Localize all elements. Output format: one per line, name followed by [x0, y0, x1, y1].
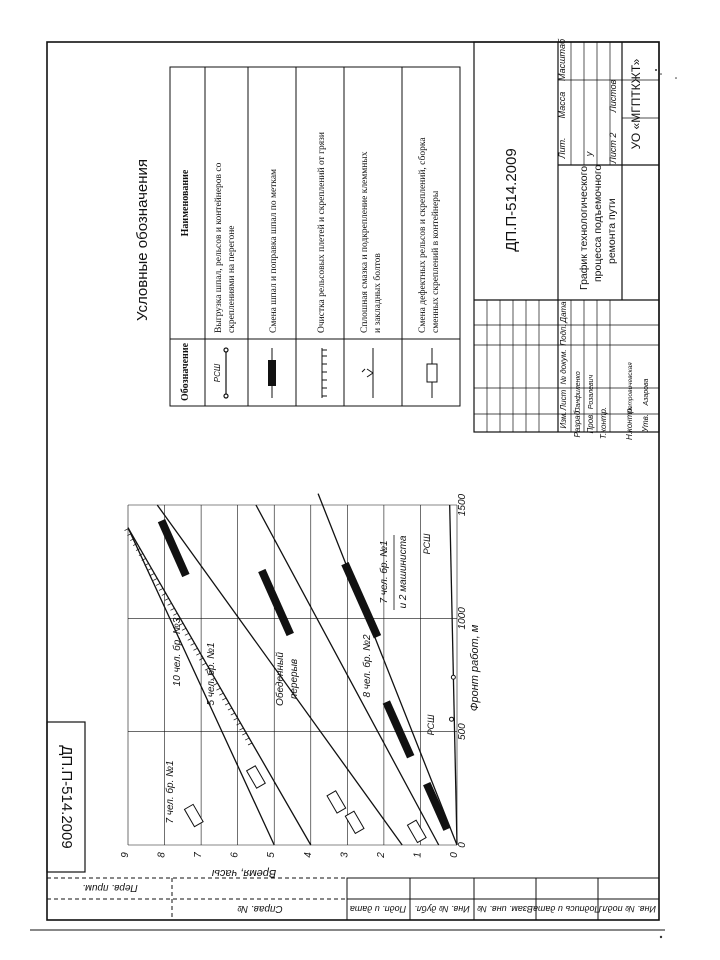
- chart-y-axis-label: Время, часы: [211, 867, 277, 879]
- hatch-tick: [170, 608, 174, 610]
- legend-symbol-rsh: [224, 348, 228, 398]
- annotation-8-brig-2: 8 чел. бр. №2: [362, 634, 373, 698]
- hatch-tick: [150, 573, 154, 575]
- hatch-tick: [162, 593, 166, 595]
- y-tick-label-2: 2: [375, 852, 387, 858]
- hatch-tick: [168, 603, 172, 605]
- legend: [134, 67, 460, 406]
- stamp-lit-label: Лит.: [557, 137, 567, 159]
- x-tick-label-1000: 1000: [457, 607, 468, 630]
- stamp-title: График технологического процесса подъемочного ремонта пути: [578, 164, 618, 290]
- white-box-4: [345, 811, 364, 833]
- stamp-name-prov: Розалевич: [588, 374, 595, 410]
- legend-row-name-3: Очистка рельсовых плетей и скреплений от грязи: [317, 132, 327, 333]
- y-tick-label-9: 9: [120, 852, 131, 858]
- hatch-tick: [245, 738, 249, 740]
- white-box-1: [184, 804, 203, 826]
- hatch-tick: [242, 733, 246, 735]
- hatch-tick: [219, 693, 223, 695]
- annotation-5-brig-1: 5 чел. бр. №1: [206, 642, 217, 706]
- schedule-chart: [120, 493, 481, 879]
- y-tick-label-7: 7: [193, 852, 205, 858]
- y-tick-label-1: 1: [412, 852, 424, 858]
- white-box-3: [327, 791, 346, 813]
- hatch-tick: [156, 583, 160, 585]
- x-tick-label-0: 0: [457, 842, 468, 848]
- stamp-sheets-label: Листов: [608, 79, 618, 113]
- stamp-role-nkontr: Н.контр.: [625, 406, 634, 440]
- stamp-name-nkontr: Петровичевская: [627, 362, 634, 414]
- stamp-name-utv: Азарова: [643, 378, 650, 406]
- legend-symbol-rsh-text: РСШ: [213, 363, 222, 383]
- margin-label-vzam-inv: Взам. инв. №: [477, 904, 533, 914]
- hatch-tick: [148, 568, 152, 570]
- hatch-tick: [228, 708, 232, 710]
- hatch-tick: [191, 643, 195, 645]
- hatch-tick: [159, 588, 163, 590]
- stamp-header-podp: Подп.: [559, 324, 568, 346]
- legend-col-name: Наименование: [180, 169, 191, 237]
- hatch-tick: [216, 688, 220, 690]
- annotation-lunch-line2: перерыв: [289, 658, 300, 700]
- hatch-tick: [165, 598, 169, 600]
- stamp-lit-value: у: [584, 151, 594, 157]
- stamp-org: УО «МГПТКЖТ»: [629, 58, 643, 150]
- legend-symbol-cleaning: [322, 348, 327, 398]
- stamp-header-doc: № докум.: [559, 349, 568, 385]
- annotation-lunch-line1: Обеденный: [275, 652, 286, 706]
- rsh-marker-2: [450, 717, 454, 721]
- legend-symbol-sleeper-change: [268, 348, 276, 398]
- legend-title: Условные обозначения: [134, 158, 151, 322]
- stamp-role-tkontr: Т.контр.: [599, 406, 608, 440]
- stamp-sheet-label: Лист 2: [608, 132, 618, 164]
- stamp-code: ДП.П-514.2009: [503, 148, 520, 252]
- legend-row-name-2: Смена шпал и поправка шпал по меткам: [269, 168, 279, 333]
- hatch-tick: [185, 633, 189, 635]
- stamp-role-prov: Пров.: [586, 412, 595, 434]
- legend-row-name-4: Сплошная смазка и подкрепление клеммных и закладных болтов: [360, 151, 383, 333]
- hatch-tick: [237, 723, 241, 725]
- chart-x-axis-label: Фронт работ, м: [469, 624, 481, 712]
- code-box: [47, 722, 85, 872]
- legend-symbol-lubrication: [362, 348, 373, 398]
- hatch-tick: [234, 718, 238, 720]
- margin-label-inv-podl: Инв. № подл.: [600, 904, 656, 914]
- x-tick-label-1500: 1500: [457, 493, 468, 517]
- stamp-header-list: Лист: [559, 389, 568, 411]
- stamp-role-utv: Утв.: [641, 413, 650, 433]
- stamp-header-izm: Изм.: [559, 411, 568, 429]
- margin-label-perv-prim: Перв. прим.: [82, 882, 138, 893]
- hatch-tick: [188, 638, 192, 640]
- margin-label-podp-data: Подп. и дата: [349, 904, 407, 914]
- annotation-7-brig-1b: 7 чел. бр. №1: [379, 540, 390, 604]
- left-margin-labels: [82, 882, 656, 914]
- hatch-tick: [225, 703, 229, 705]
- x-tick-label-500: 500: [457, 723, 468, 741]
- y-tick-label-4: 4: [302, 852, 314, 858]
- annotation-7-brig-1: 7 чел. бр. №1: [165, 760, 176, 824]
- code-box-text: ДП.П-514.2009: [58, 745, 76, 849]
- legend-row-names: [213, 132, 441, 333]
- hatch-tick: [239, 728, 243, 730]
- black-bar-2: [258, 569, 294, 636]
- stamp-header-date: Дата: [559, 301, 568, 323]
- rsh-marker-1: [451, 675, 455, 679]
- stamp-scale-label: Масштаб: [557, 38, 567, 82]
- legend-col-symbol: Обозначение: [180, 342, 191, 402]
- white-box-5: [407, 820, 426, 842]
- hatch-tick: [222, 698, 226, 700]
- hatch-tick: [231, 713, 235, 715]
- stamp-role-razrab: Разраб.: [573, 408, 582, 438]
- hatch-tick: [193, 648, 197, 650]
- y-tick-label-5: 5: [266, 852, 278, 858]
- margin-label-inv-dubl: Инв. № дубл.: [414, 904, 470, 914]
- margin-label-sprav: Справ. №: [237, 903, 283, 914]
- hatch-tick: [196, 653, 200, 655]
- y-tick-label-0: 0: [449, 852, 460, 858]
- hatch-tick: [248, 743, 252, 745]
- annotation-machinists: и 2 машиниста: [398, 535, 409, 609]
- y-tick-label-8: 8: [156, 852, 168, 858]
- legend-symbol-rail-change: [427, 348, 437, 398]
- legend-row-name-5: Смена дефектных рельсов и скреплений, сборка сменных скреплений в контейнеры: [418, 137, 441, 333]
- annotation-rsh-2: РСШ: [422, 533, 432, 555]
- hatch-tick: [153, 578, 157, 580]
- stamp-mass-label: Масса: [557, 91, 567, 119]
- white-box-2: [247, 766, 266, 788]
- annotation-10-brig-3: 10 чел. бр. №3: [172, 617, 183, 687]
- margin-label-podpis-data: Подпись и дата: [532, 904, 602, 914]
- y-tick-label-6: 6: [229, 852, 241, 858]
- y-tick-label-3: 3: [339, 852, 351, 858]
- hatch-tick: [173, 613, 177, 615]
- title-block: [474, 38, 659, 440]
- legend-row-name-1: Выгрузка шпал, рельсов и контейнеров со скреплениями на перегоне: [214, 162, 237, 333]
- annotation-rsh-1: РСШ: [426, 714, 436, 736]
- stamp-name-razrab: Панфиленко: [575, 371, 582, 413]
